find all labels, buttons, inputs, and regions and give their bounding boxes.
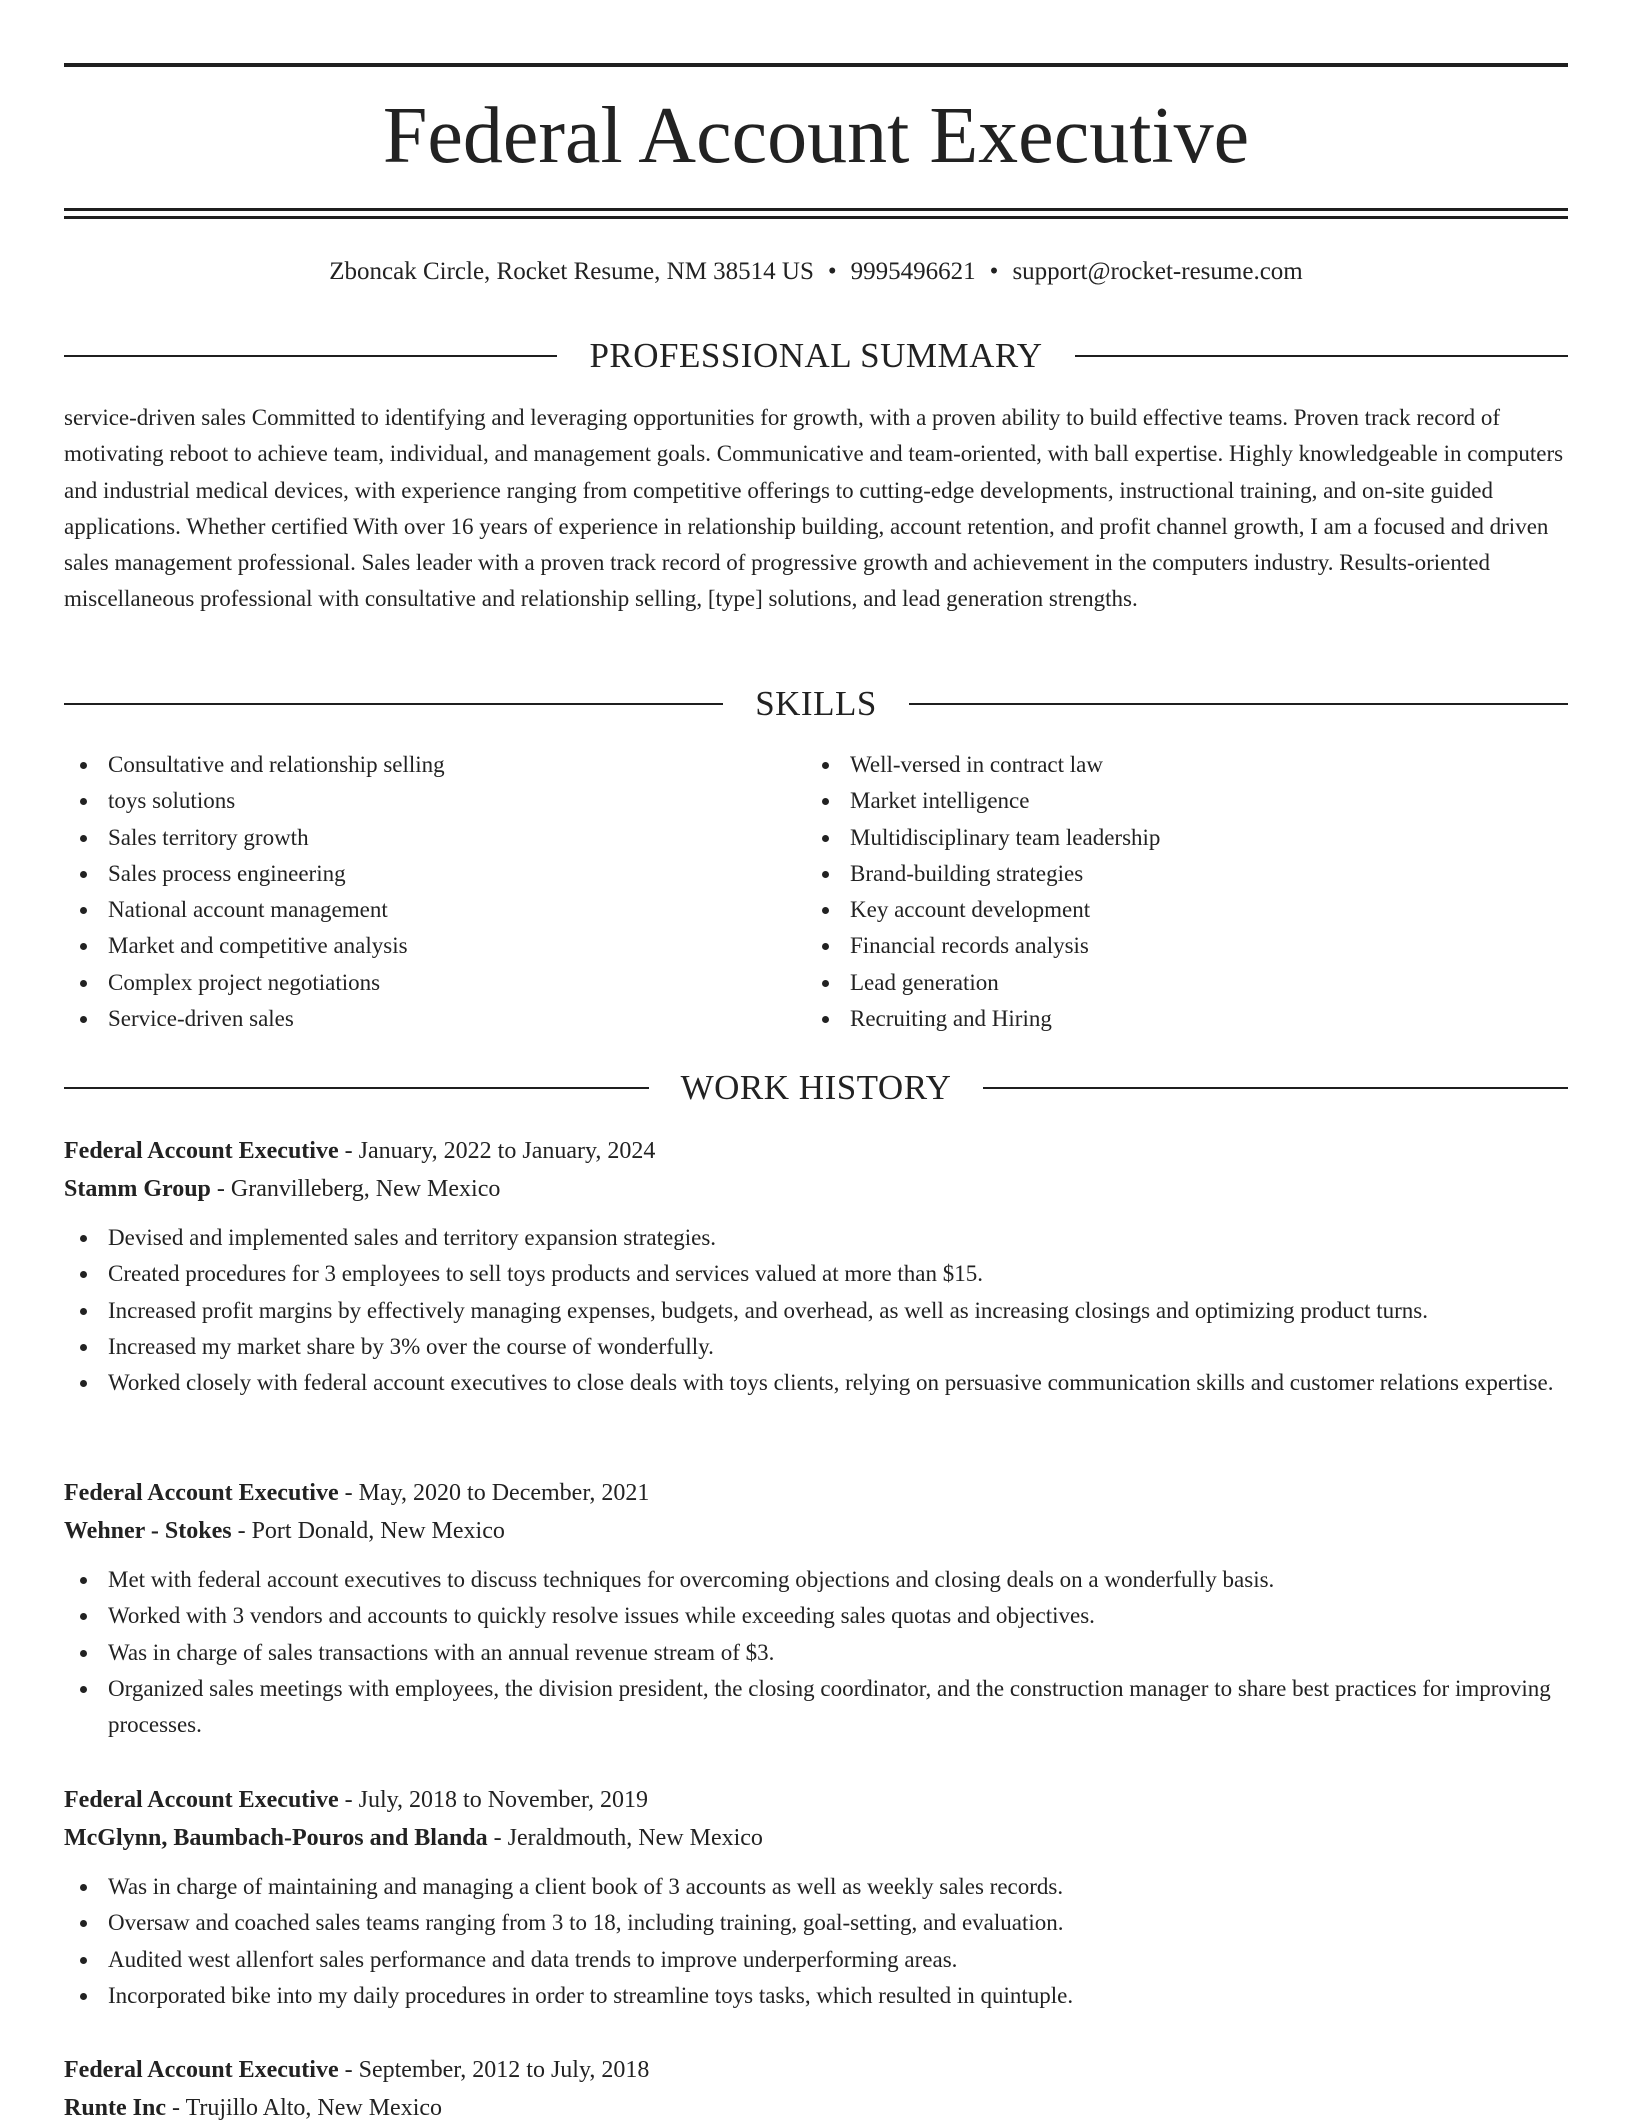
job-bullets [64, 1562, 1568, 1743]
job-bullet: Audited west allenfort sales performance and data trends to improve underperforming areas. [64, 1942, 1568, 1978]
work-section-header [64, 1063, 1568, 1113]
job-bullet: Worked closely with federal account executives to close deals with toys clients, relying on persuasive communication skills and customer relations expertise. [64, 1365, 1568, 1401]
job-title-line [64, 1474, 1568, 1512]
skill-item: Sales territory growth [64, 820, 445, 856]
contact-phone: 9995496621 [850, 258, 976, 285]
job-bullet: Increased profit margins by effectively managing expenses, budgets, and overhead, as well as increasing closings and optimizing product turns. [64, 1293, 1568, 1329]
contact-line [64, 252, 1568, 292]
skill-item: Lead generation [806, 965, 1160, 1001]
job-entry [64, 1781, 1568, 2014]
skill-item: Multidisciplinary team leadership [806, 820, 1160, 856]
section-rule-left [64, 355, 557, 357]
skill-item: Brand-building strategies [806, 856, 1160, 892]
skill-item: Consultative and relationship selling [64, 747, 445, 783]
skill-item: Financial records analysis [806, 928, 1160, 964]
section-rule-left [64, 1087, 649, 1089]
section-rule-right [1075, 355, 1568, 357]
job-bullet: Was in charge of sales transactions with an annual revenue stream of $3. [64, 1635, 1568, 1671]
job-bullet: Organized sales meetings with employees, the division president, the closing coordinator, and the construction manager to share best practices for improving processes. [64, 1671, 1568, 1744]
skills-list-left [64, 747, 445, 1037]
contact-email[interactable]: support@rocket-resume.com [1012, 258, 1303, 285]
contact-separator: • [989, 258, 999, 285]
job-dates: - September, 2012 to July, 2018 [338, 2057, 650, 2083]
job-title-line [64, 1132, 1568, 1170]
job-location: - Trujillo Alto, New Mexico [166, 2095, 443, 2121]
work-heading: WORK HISTORY [680, 1068, 952, 1107]
skills-list-right [806, 747, 1160, 1037]
job-location: - Port Donald, New Mexico [231, 1518, 505, 1544]
job-company-line [64, 1819, 1568, 1857]
summary-section-header [64, 331, 1568, 381]
skill-item: Recruiting and Hiring [806, 1001, 1160, 1037]
job-location: - Granvilleberg, New Mexico [210, 1176, 501, 1202]
job-bullet: Was in charge of maintaining and managing a client book of 3 accounts as well as weekly sales records. [64, 1869, 1568, 1905]
section-rule-left [64, 703, 723, 705]
job-bullet: Incorporated bike into my daily procedures in order to streamline toys tasks, which resulted in quintuple. [64, 1978, 1568, 2014]
job-entry [64, 1474, 1568, 1743]
skill-item: toys solutions [64, 783, 445, 819]
summary-text: service-driven sales Committed to identifying and leveraging opportunities for growth, with a proven ability to build effective teams. Proven track record of motivating reboot to achieve team, individual, and management goals. Communicative and team-oriented, with ball expertise. Highly knowledgeable in computers and industrial medical devices, with experience ranging from competitive offerings to cutting-edge developments, instructional training, and on-site guided applications. Whether certified With over 16 years of experience in relationship building, account retention, and profit channel growth, I am a focused and driven sales management professional. Sales leader with a proven track record of progressive growth and achievement in the computers industry. Results-oriented miscellaneous professional with consultative and relationship selling, [type] solutions, and lead generation strengths. [64, 405, 1564, 612]
job-company: McGlynn, Baumbach-Pouros and Blanda [64, 1825, 488, 1851]
skill-item: Market intelligence [806, 783, 1160, 819]
job-dates: - January, 2022 to January, 2024 [338, 1138, 656, 1164]
section-rule-right [983, 1087, 1568, 1089]
job-company-line [64, 1170, 1568, 1208]
job-title-line [64, 2051, 1568, 2089]
job-company-line [64, 1512, 1568, 1550]
skills-section-header [64, 679, 1568, 729]
job-title-line [64, 1781, 1568, 1819]
header-top-rule [64, 63, 1568, 67]
job-dates: - May, 2020 to December, 2021 [338, 1480, 650, 1506]
job-location: - Jeraldmouth, New Mexico [487, 1825, 763, 1851]
skill-item: Market and competitive analysis [64, 928, 445, 964]
job-bullet: Increased my market share by 3% over the course of wonderfully. [64, 1329, 1568, 1365]
job-title: Federal Account Executive [64, 2057, 339, 2083]
job-bullet: Oversaw and coached sales teams ranging from 3 to 18, including training, goal-setting, and evaluation. [64, 1905, 1568, 1941]
job-bullet: Met with federal account executives to discuss techniques for overcoming objections and closing deals on a wonderfully basis. [64, 1562, 1568, 1598]
skill-item: National account management [64, 892, 445, 928]
section-rule-right [909, 703, 1568, 705]
job-bullet: Devised and implemented sales and territory expansion strategies. [64, 1220, 1568, 1256]
header-double-rule-upper [64, 208, 1568, 211]
job-company: Wehner - Stokes [64, 1518, 232, 1544]
job-bullet: Worked with 3 vendors and accounts to quickly resolve issues while exceeding sales quotas and objectives. [64, 1598, 1568, 1634]
job-company: Runte Inc [64, 2095, 167, 2121]
skills-heading: SKILLS [755, 684, 877, 723]
job-company-line [64, 2089, 1568, 2127]
job-company: Stamm Group [64, 1176, 211, 1202]
skill-item: Complex project negotiations [64, 965, 445, 1001]
job-bullets [64, 1220, 1568, 1401]
job-entry [64, 2051, 1568, 2127]
contact-separator: • [827, 258, 837, 285]
skill-item: Well-versed in contract law [806, 747, 1160, 783]
contact-address: Zboncak Circle, Rocket Resume, NM 38514 US [329, 258, 814, 285]
summary-heading: PROFESSIONAL SUMMARY [589, 336, 1043, 375]
header-double-rule-lower [64, 216, 1568, 219]
job-title: Federal Account Executive [64, 1138, 339, 1164]
skill-item: Service-driven sales [64, 1001, 445, 1037]
job-bullets [64, 1869, 1568, 2014]
job-entry [64, 1132, 1568, 1401]
job-title: Federal Account Executive [64, 1480, 339, 1506]
skill-item: Key account development [806, 892, 1160, 928]
job-dates: - July, 2018 to November, 2019 [338, 1787, 649, 1813]
job-bullet: Created procedures for 3 employees to sell toys products and services valued at more than $15. [64, 1256, 1568, 1292]
resume-title: Federal Account Executive [382, 92, 1250, 180]
skill-item: Sales process engineering [64, 856, 445, 892]
job-title: Federal Account Executive [64, 1787, 339, 1813]
